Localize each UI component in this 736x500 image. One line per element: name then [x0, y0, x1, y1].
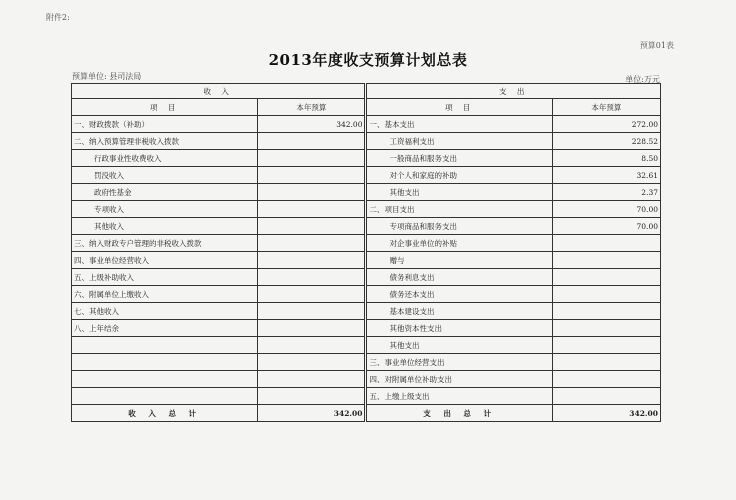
income-item-header: 项 目 [72, 99, 258, 116]
expense-value-cell: 70.00 [552, 201, 660, 218]
expense-item-cell: 三、事业单位经营支出 [366, 354, 552, 371]
expense-value-cell [552, 354, 660, 371]
income-value-cell [258, 371, 366, 388]
expense-value-cell [552, 269, 660, 286]
table-row [72, 337, 661, 354]
expense-value-cell [552, 388, 660, 405]
table-row [72, 201, 661, 218]
column-header-row [72, 99, 661, 116]
table-row [72, 286, 661, 303]
table-row [72, 354, 661, 371]
attachment-label: 附件2: [46, 13, 70, 22]
income-value-cell [258, 201, 366, 218]
income-item-cell: 八、上年结余 [72, 320, 258, 337]
income-item-cell: 专项收入 [72, 201, 258, 218]
income-item-cell: 六、附属单位上缴收入 [72, 286, 258, 303]
expense-value-cell: 70.00 [552, 218, 660, 235]
expense-total-value: 342.00 [552, 405, 660, 422]
document-number: 预算01表 [639, 41, 674, 50]
expense-item-cell: 专项商品和服务支出 [366, 218, 552, 235]
income-item-cell: 一、财政拨款（补助） [72, 116, 258, 133]
income-total-label: 收 入 总 计 [72, 405, 258, 422]
income-value-cell [258, 235, 366, 252]
income-item-cell [72, 388, 258, 405]
expense-budget-header: 本年预算 [552, 99, 660, 116]
income-total-value: 342.00 [258, 405, 366, 422]
table-row [72, 235, 661, 252]
expense-value-cell: 32.61 [552, 167, 660, 184]
income-item-cell: 七、其他收入 [72, 303, 258, 320]
income-item-cell [72, 371, 258, 388]
expense-item-cell: 其他支出 [366, 184, 552, 201]
table-row [72, 388, 661, 405]
expense-value-cell [552, 320, 660, 337]
income-item-cell [72, 354, 258, 371]
expense-item-cell: 一、基本支出 [366, 116, 552, 133]
income-item-cell: 罚没收入 [72, 167, 258, 184]
table-row [72, 150, 661, 167]
income-item-cell: 二、纳入预算管理非税收入拨款 [72, 133, 258, 150]
table-row [72, 218, 661, 235]
expense-value-cell: 2.37 [552, 184, 660, 201]
expense-value-cell [552, 286, 660, 303]
expense-item-cell: 对企事业单位的补贴 [366, 235, 552, 252]
expense-item-cell: 对个人和家庭的补助 [366, 167, 552, 184]
table-row [72, 133, 661, 150]
expense-value-cell: 8.50 [552, 150, 660, 167]
table-row [72, 252, 661, 269]
income-value-cell [258, 184, 366, 201]
income-item-cell: 政府性基金 [72, 184, 258, 201]
income-value-cell [258, 354, 366, 371]
expense-item-cell: 赠与 [366, 252, 552, 269]
income-value-cell [258, 218, 366, 235]
expense-item-cell: 基本建设支出 [366, 303, 552, 320]
section-header-row [72, 84, 661, 99]
expense-section-header: 支 出 [366, 84, 661, 99]
page-title: 2013年度收支预算计划总表 [268, 51, 468, 69]
table-row [72, 320, 661, 337]
table-row [72, 184, 661, 201]
expense-item-cell: 一般商品和服务支出 [366, 150, 552, 167]
table-row [72, 303, 661, 320]
income-budget-header: 本年预算 [258, 99, 366, 116]
expense-item-cell: 其他资本性支出 [366, 320, 552, 337]
expense-item-cell: 工资福利支出 [366, 133, 552, 150]
table-row [72, 167, 661, 184]
income-value-cell [258, 320, 366, 337]
expense-value-cell [552, 252, 660, 269]
expense-value-cell [552, 371, 660, 388]
expense-value-cell: 228.52 [552, 133, 660, 150]
table-row [72, 371, 661, 388]
income-value-cell [258, 303, 366, 320]
income-value-cell [258, 388, 366, 405]
income-item-cell: 五、上级补助收入 [72, 269, 258, 286]
budget-unit: 预算单位: 县司法局 [72, 72, 142, 81]
income-value-cell: 342.00 [258, 116, 366, 133]
expense-item-cell: 债务还本支出 [366, 286, 552, 303]
income-item-cell: 其他收入 [72, 218, 258, 235]
income-value-cell [258, 252, 366, 269]
table-row [72, 116, 661, 133]
income-item-cell: 三、纳入财政专户管理的非税收入拨款 [72, 235, 258, 252]
expense-value-cell [552, 235, 660, 252]
income-item-cell: 四、事业单位经营收入 [72, 252, 258, 269]
income-value-cell [258, 337, 366, 354]
total-row [72, 405, 661, 422]
expense-item-cell: 其他支出 [366, 337, 552, 354]
income-value-cell [258, 150, 366, 167]
table-row [72, 269, 661, 286]
budget-table [71, 83, 661, 422]
expense-item-cell: 债务利息支出 [366, 269, 552, 286]
income-value-cell [258, 286, 366, 303]
income-value-cell [258, 167, 366, 184]
expense-item-cell: 五、上缴上级支出 [366, 388, 552, 405]
expense-value-cell [552, 303, 660, 320]
expense-total-label: 支 出 总 计 [366, 405, 552, 422]
income-value-cell [258, 269, 366, 286]
income-item-cell: 行政事业性收费收入 [72, 150, 258, 167]
expense-value-cell [552, 337, 660, 354]
income-section-header: 收 入 [72, 84, 366, 99]
income-item-cell [72, 337, 258, 354]
currency-unit: 单位:万元 [625, 75, 660, 84]
income-value-cell [258, 133, 366, 150]
expense-item-header: 项 目 [366, 99, 552, 116]
expense-item-cell: 二、项目支出 [366, 201, 552, 218]
expense-item-cell: 四、对附属单位补助支出 [366, 371, 552, 388]
expense-value-cell: 272.00 [552, 116, 660, 133]
